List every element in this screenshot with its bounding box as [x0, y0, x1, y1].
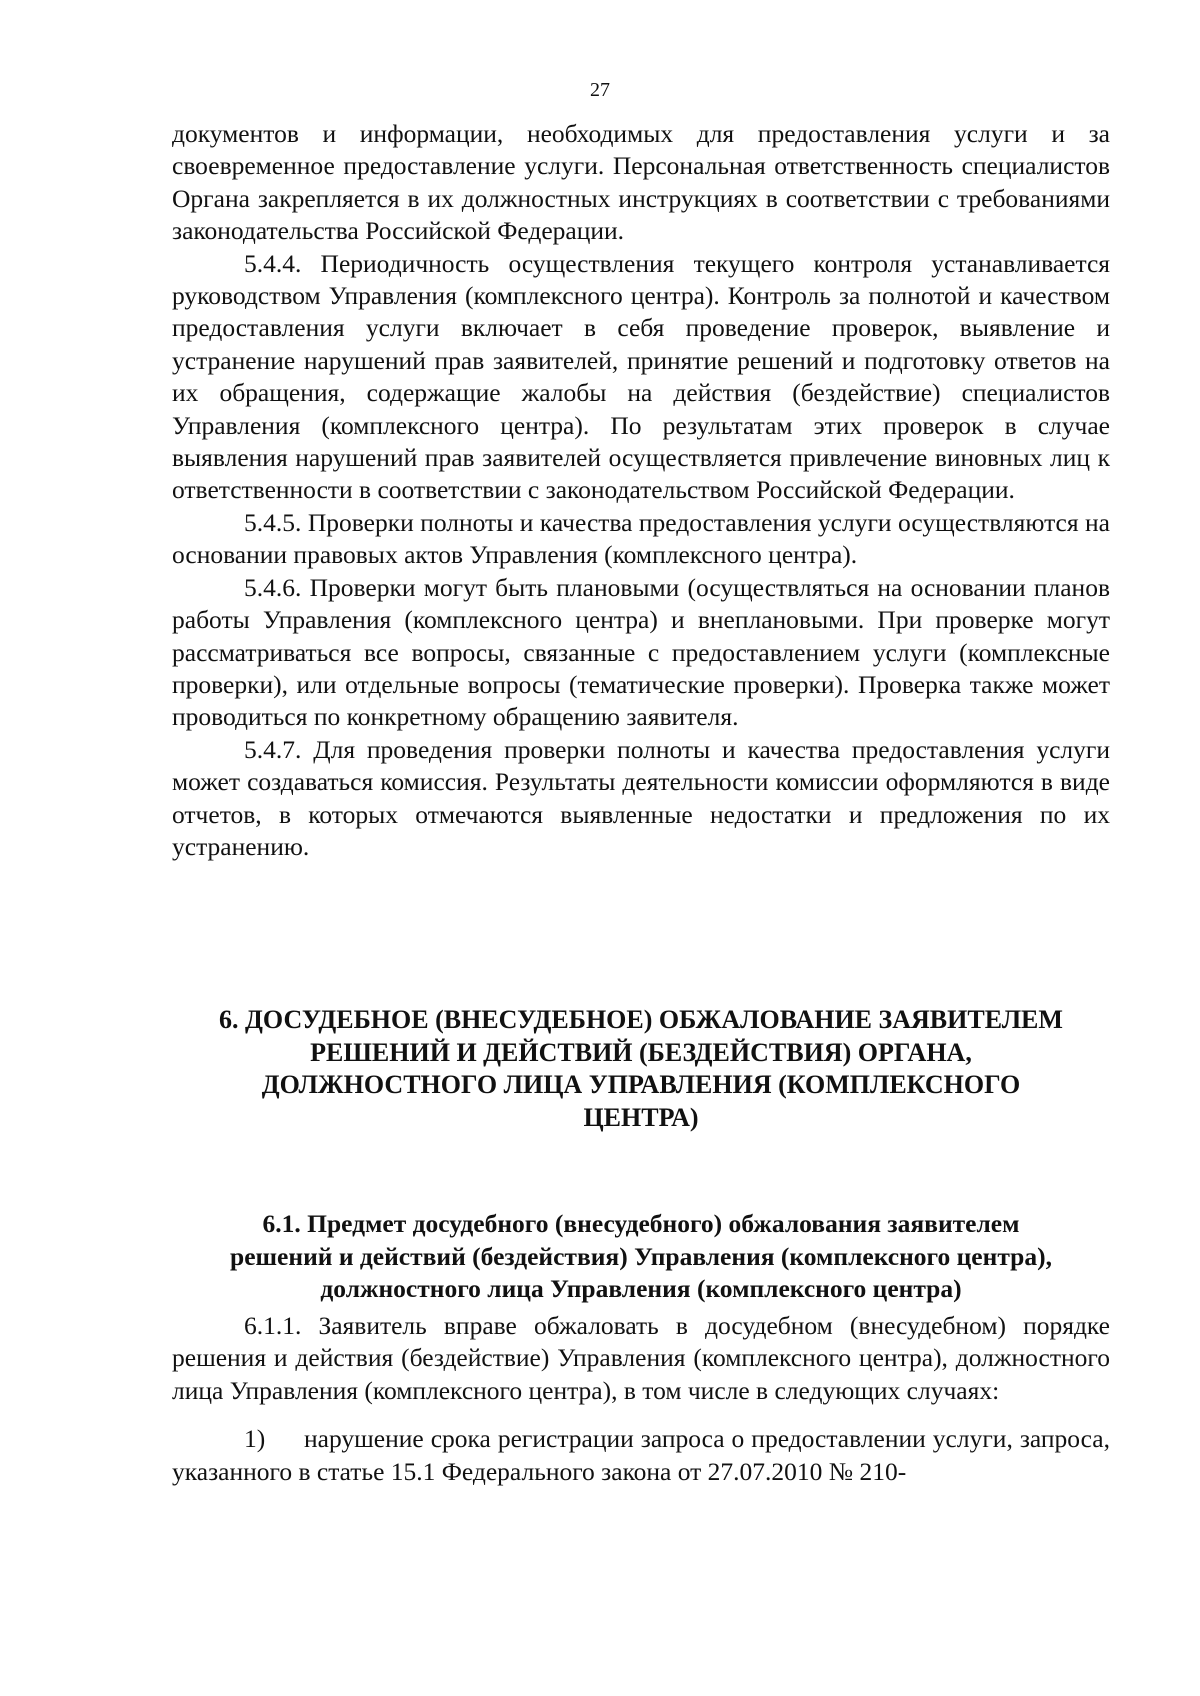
section-6-1-heading: [172, 1208, 1110, 1306]
section-6-heading-line: ЦЕНТРА): [583, 1102, 699, 1132]
section-6-heading: [172, 1004, 1110, 1134]
paragraph-responsibility: документов и информации, необходимых для предоставления услуги и за своевременное предоставление услуги. Персональная ответственность специалистов Органа закрепляется в их должностных инструкциях в соответствии с требованиями законодательства Российской Федерации.: [172, 119, 1110, 246]
list-item-number: 1): [244, 1424, 266, 1454]
section-6-1-heading-line: решений и действий (бездействия) Управления (комплексного центра),: [230, 1241, 1052, 1271]
page-number: 27: [590, 79, 610, 101]
paragraph-5-4-6: 5.4.6. Проверки могут быть плановыми (осуществляться на основании планов работы Управления (комплексного центра) и внеплановыми. При проверке могут рассматриваться все вопросы, связанные с предоставлением услуги (комплексные проверки), или отдельные вопросы (тематические проверки). Проверка также может проводиться по конкретному обращению заявителя.: [172, 572, 1110, 732]
paragraph-5-4-4: 5.4.4. Периодичность осуществления текущего контроля устанавливается руководством Управления (комплексного центра). Контроль за полнотой и качеством предоставления услуги включает в себя проведение проверок, выявление и устранение нарушений прав заявителей, принятие решений и подготовку ответов на их обращения, содержащие жалобы на действия (бездействие) специалистов Управления (комплексного центра). По результатам этих проверок в случае выявления нарушений прав заявителей осуществляется привлечение виновных лиц к ответственности в соответствии с законодательством Российской Федерации.: [172, 248, 1110, 505]
section-6-heading-line: 6. ДОСУДЕБНОЕ (ВНЕСУДЕБНОЕ) ОБЖАЛОВАНИЕ ЗАЯВИТЕЛЕМ: [219, 1005, 1063, 1034]
paragraph-5-4-5: 5.4.5. Проверки полноты и качества предоставления услуги осуществляются на основании правовых актов Управления (комплексного центра).: [172, 507, 1110, 570]
section-6-1-text: [172, 1310, 1110, 1488]
section-6-1-heading-line: должностного лица Управления (комплексного центра): [320, 1274, 962, 1303]
section-6-heading-line: ДОЛЖНОСТНОГО ЛИЦА УПРАВЛЕНИЯ (КОМПЛЕКСНОГО: [261, 1070, 1021, 1099]
paragraph-6-1-1: 6.1.1. Заявитель вправе обжаловать в досудебном (внесудебном) порядке решения и действия (бездействие) Управления (комплексного центра), должностного лица Управления (комплексного центра), в том числе в следующих случаях:: [172, 1311, 1110, 1405]
section-6-heading-line: РЕШЕНИЙ И ДЕЙСТВИЙ (БЕЗДЕЙСТВИЯ) ОРГАНА,: [310, 1037, 972, 1067]
section-6-1-heading-line: 6.1. Предмет досудебного (внесудебного) обжалования заявителем: [262, 1209, 1020, 1238]
section-5-4-text: [172, 118, 1110, 863]
paragraph-5-4-7: 5.4.7. Для проведения проверки полноты и качества предоставления услуги может создаваться комиссия. Результаты деятельности комиссии оформляются в виде отчетов, в которых отмечаются выявленные недостатки и предложения по их устранению.: [172, 734, 1110, 861]
list-item-1: [172, 1423, 1110, 1488]
list-item-text: нарушение срока регистрации запроса о предоставлении услуги, запроса, указанного в статье 15.1 Федерального закона от 27.07.2010 № 210-: [172, 1424, 1110, 1486]
